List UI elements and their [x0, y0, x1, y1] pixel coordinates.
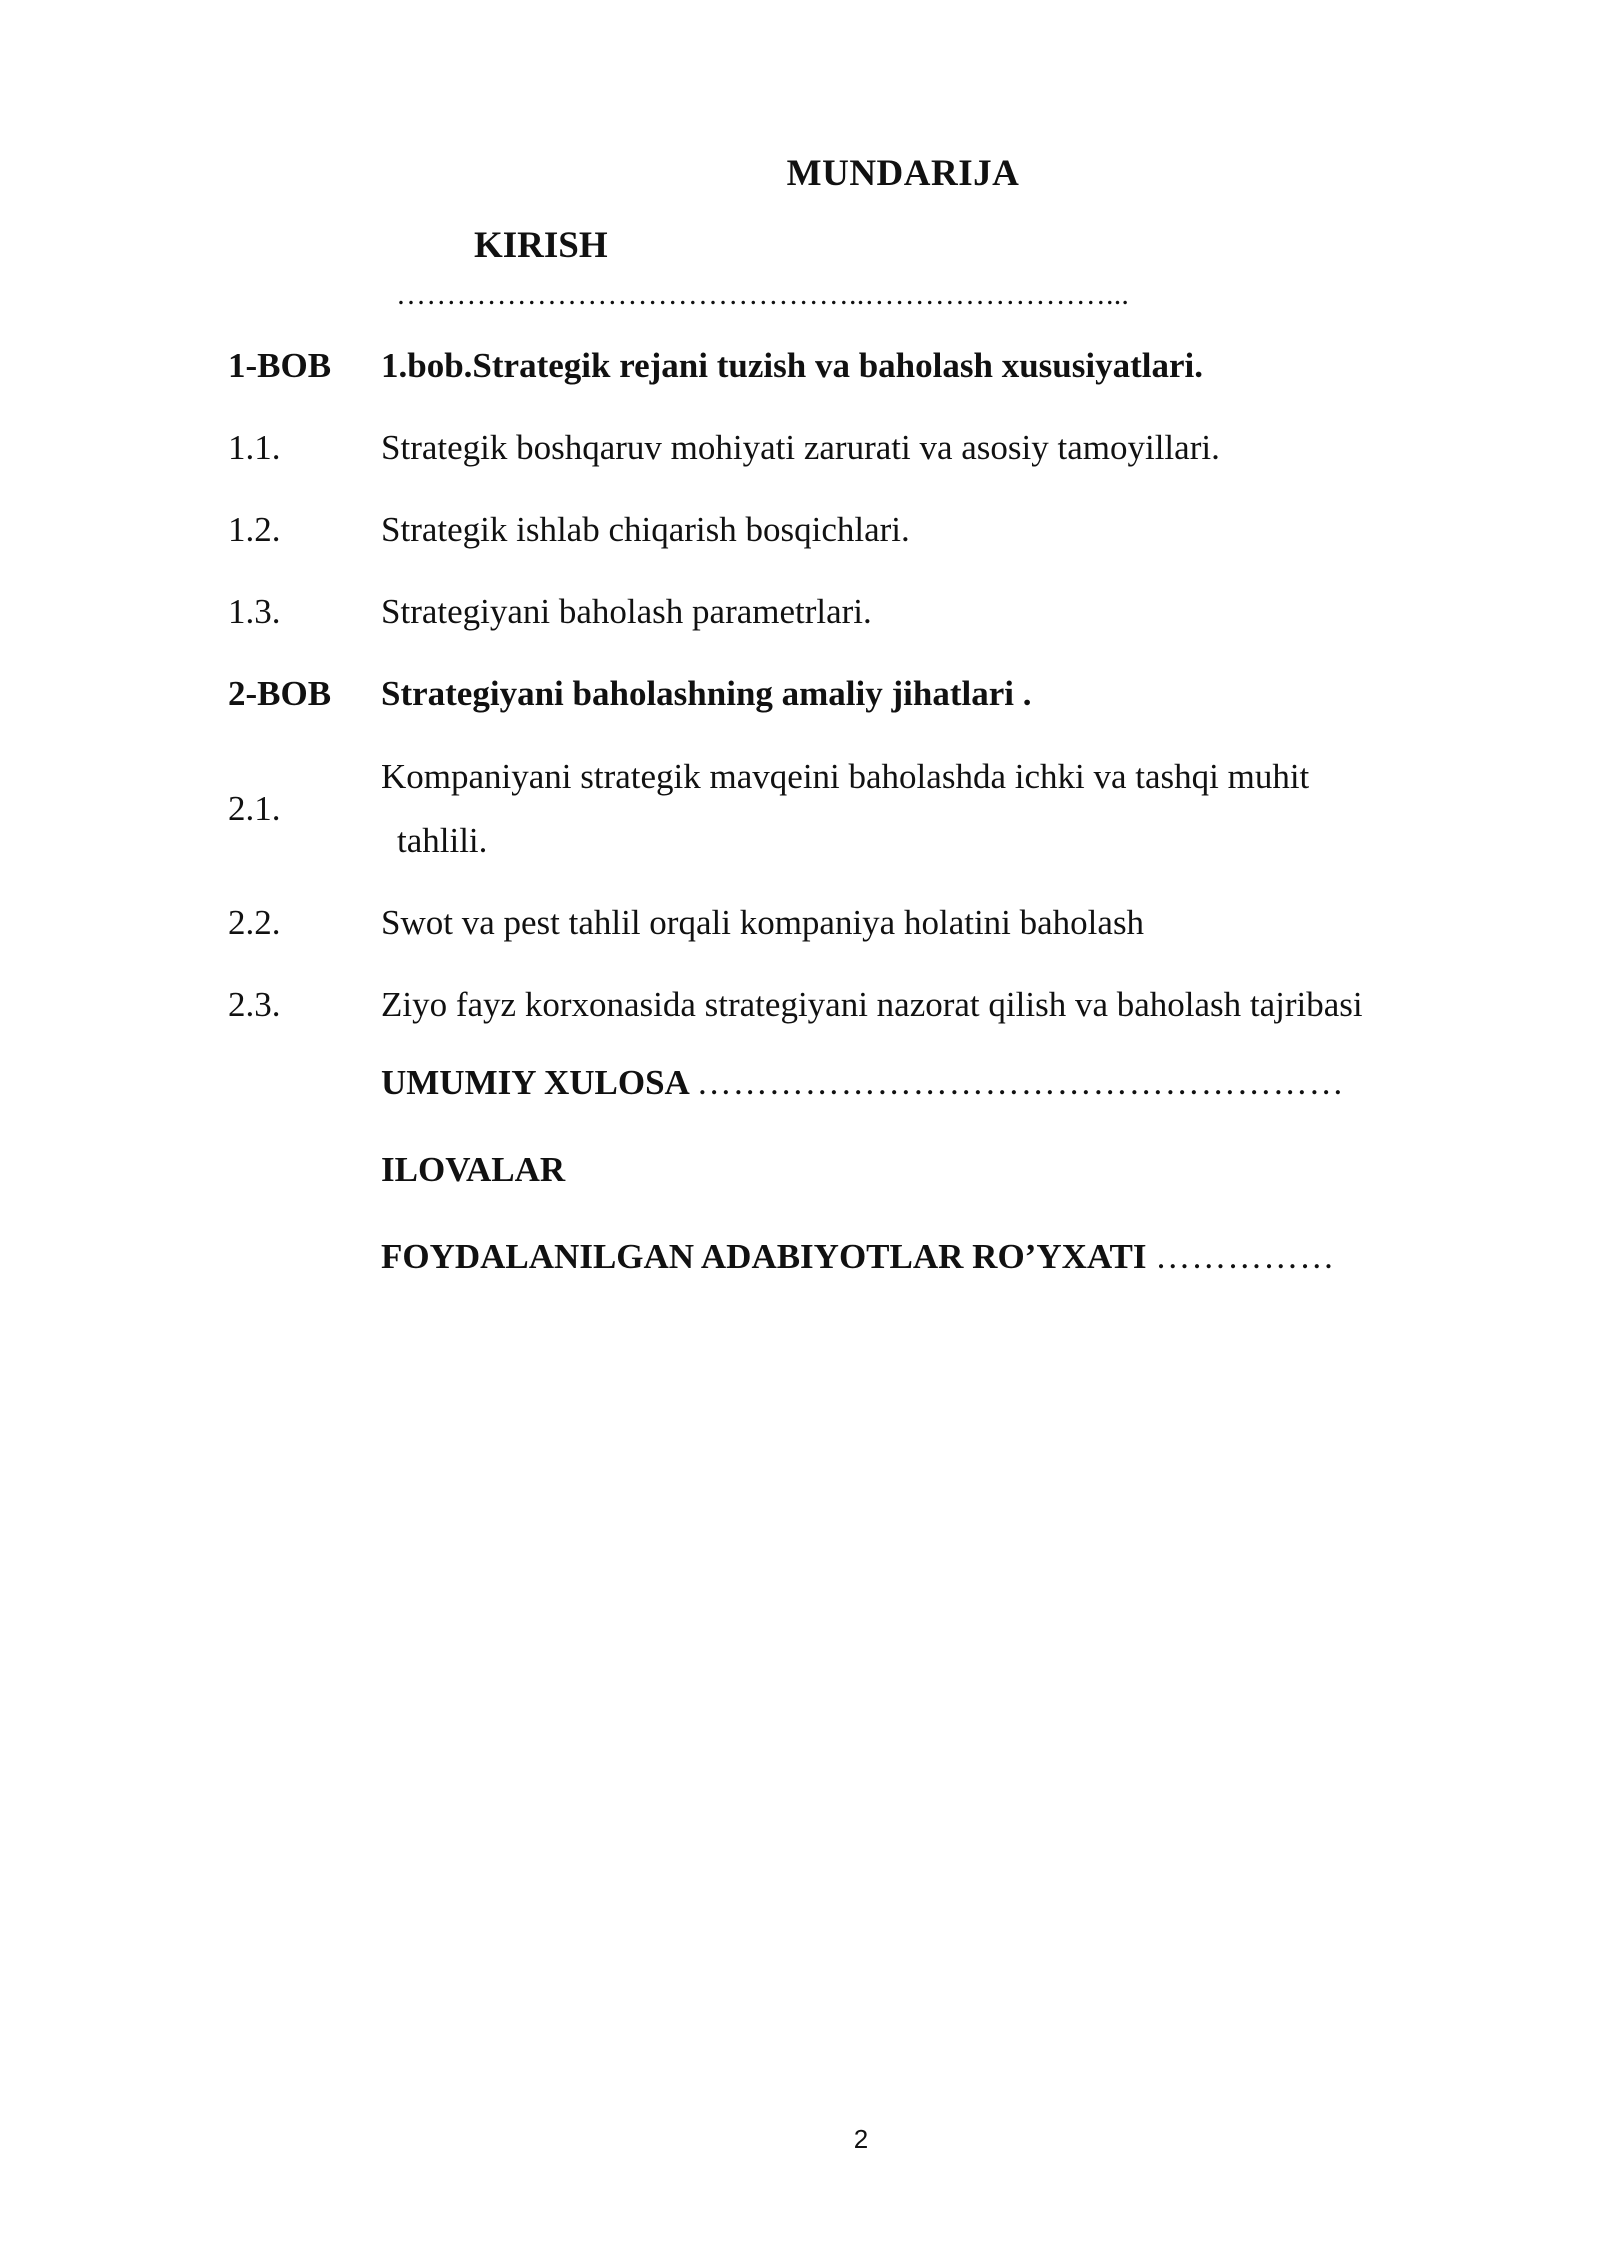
toc-appendix [381, 1150, 565, 1190]
toc-entry-title: Strategik boshqaruv mohiyati zarurati va asosiy tamoyillari. [381, 428, 1220, 467]
toc-entry-number: 1.2. [228, 510, 281, 549]
toc-entry-title: Ziyo fayz korxonasida strategiyani nazorat qilish va baholash tajribasi [381, 985, 1363, 1024]
appendix-label: ILOVALAR [381, 1150, 566, 1189]
intro-heading: KIRISH [474, 225, 608, 266]
toc-entry-number: 2.1. [228, 789, 281, 828]
references-label: FOYDALANILGAN ADABIYOTLAR RO’YXATI [381, 1237, 1147, 1276]
toc-entry-title: Swot va pest tahlil orqali kompaniya holatini baholash [381, 903, 1145, 942]
toc-entry-title: Strategik ishlab chiqarish bosqichlari. [381, 510, 910, 549]
intro-leader-dots: ………………………………………..……………………... [396, 278, 1130, 311]
page-number: 2 [853, 2124, 869, 2154]
toc-entry-number: 1.1. [228, 428, 281, 467]
toc-entry-title [381, 745, 1458, 873]
toc-conclusion [381, 1063, 1345, 1103]
references-leader-dots: …………… [1155, 1237, 1336, 1276]
toc-entry-number: 1-BOB [228, 346, 332, 385]
toc-entry-number: 2.2. [228, 903, 281, 942]
toc-entry-title: 1.bob.Strategik rejani tuzish va baholash xususiyatlari. [381, 346, 1203, 385]
toc-entry-title-line-1: Kompaniyani strategik mavqeini baholashda ichki va tashqi muhit [381, 757, 1310, 796]
toc-entry-title: Strategiyani baholashning amaliy jihatlari . [381, 674, 1032, 713]
toc-entry-title-line-2: tahlili. [397, 821, 488, 860]
toc-entry-number: 2-BOB [228, 674, 332, 713]
toc-entry-number: 2.3. [228, 985, 281, 1024]
toc-entry-title: Strategiyani baholash parametrlari. [381, 592, 872, 631]
conclusion-leader-dots: ……………………………………………… [696, 1063, 1345, 1102]
toc-entry-number: 1.3. [228, 592, 281, 631]
conclusion-label: UMUMIY XULOSA [381, 1063, 688, 1102]
page-title: MUNDARIJA [786, 153, 1020, 194]
toc-references [381, 1237, 1335, 1277]
